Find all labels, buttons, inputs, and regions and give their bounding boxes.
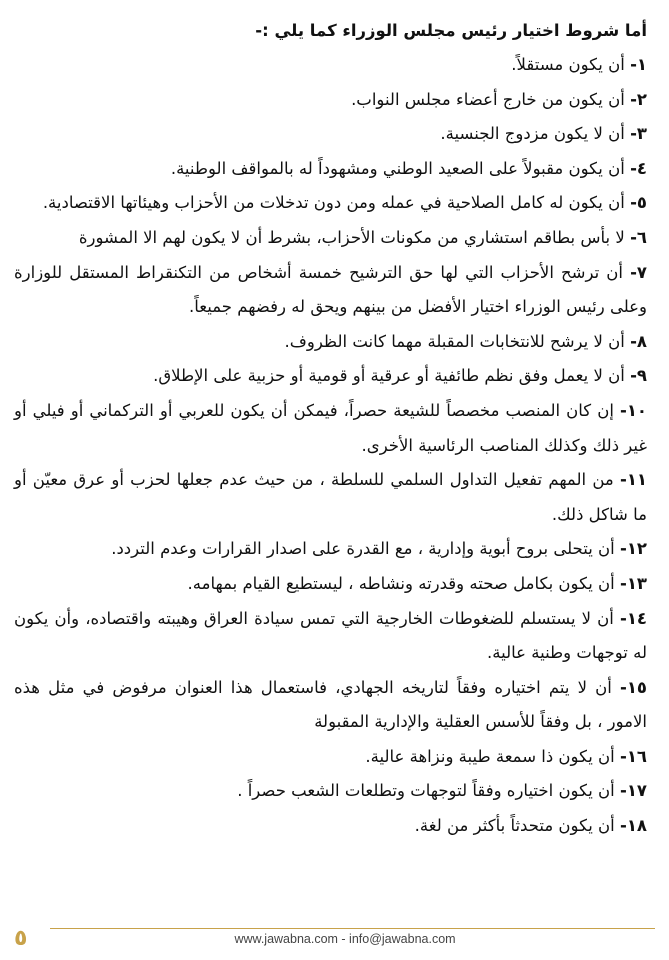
item-number: ١٨- xyxy=(619,816,647,836)
list-item xyxy=(14,117,647,152)
list-item xyxy=(14,83,647,118)
item-number: ٧- xyxy=(630,262,647,282)
item-text: أن يكون له كامل الصلاحية في عمله ومن دون تدخلات من الأحزاب وهيئاتها الاقتصادية. xyxy=(42,193,625,213)
item-number: ٩- xyxy=(630,366,647,386)
list-item xyxy=(14,602,647,671)
list-item xyxy=(14,221,647,256)
list-item xyxy=(14,740,647,775)
footer-contact: www.jawabna.com - info@jawabna.com xyxy=(234,932,456,946)
list-item xyxy=(14,48,647,83)
item-number: ١٢- xyxy=(619,539,647,559)
item-text: أن لا يستسلم للضغوطات الخارجية التي تمس سيادة العراق وهيبته واقتصاده، وأن يكون له توجهات وطنية عالية. xyxy=(14,608,647,663)
item-text: أن لا يتم اختياره وفقاً لتاريخه الجهادي، فاستعمال هذا العنوان مرفوض في مثل هذه الامور ، بل وفقاً للأسس العقلية والإدارية المقبولة xyxy=(14,677,647,732)
section-heading: أما شروط اختيار رئيس مجلس الوزراء كما يلي :- xyxy=(255,21,647,40)
item-number: ١٥- xyxy=(619,677,647,697)
item-text: أن يكون اختياره وفقاً لتوجهات وتطلعات الشعب حصراً . xyxy=(237,781,615,801)
item-number: ٢- xyxy=(630,89,647,109)
item-text: أن يكون ذا سمعة طيبة ونزاهة عالية. xyxy=(365,746,615,766)
list-item xyxy=(14,359,647,394)
conditions-list xyxy=(14,48,647,844)
item-text: أن يكون بكامل صحته وقدرته ونشاطه ، ليستطيع القيام بمهامه. xyxy=(187,573,615,593)
item-number: ٤- xyxy=(630,158,647,178)
item-text: أن لا يكون مزدوج الجنسية. xyxy=(440,124,625,144)
list-item xyxy=(14,186,647,221)
list-item xyxy=(14,325,647,360)
list-item xyxy=(14,567,647,602)
item-number: ١٠- xyxy=(619,400,647,420)
item-number: ١٦- xyxy=(619,746,647,766)
page-number: ٥ xyxy=(14,926,28,951)
footer-divider xyxy=(50,928,655,929)
item-number: ١٧- xyxy=(619,781,647,801)
item-text: إن كان المنصب مخصصاً للشيعة حصراً، فيمكن أن يكون للعربي أو التركماني أو فيلي أو غير ذلك وكذلك المناصب الرئاسية الأخرى. xyxy=(14,400,647,455)
list-item xyxy=(14,532,647,567)
item-number: ١١- xyxy=(619,470,647,490)
item-text: أن يكون مقبولاً على الصعيد الوطني ومشهوداً له بالمواقف الوطنية. xyxy=(170,158,625,178)
list-item xyxy=(14,809,647,844)
item-number: ٨- xyxy=(630,331,647,351)
item-text: أن لا يعمل وفق نظم طائفية أو عرقية أو قومية أو حزبية على الإطلاق. xyxy=(153,366,625,386)
list-item xyxy=(14,256,647,325)
item-text: أن لا يرشح للانتخابات المقبلة مهما كانت الظروف. xyxy=(284,331,625,351)
list-item xyxy=(14,463,647,532)
item-number: ١- xyxy=(630,55,647,74)
item-text: أن يكون متحدثاً بأكثر من لغة. xyxy=(414,816,615,836)
document-body xyxy=(14,14,647,844)
list-item xyxy=(14,774,647,809)
item-number: ٥- xyxy=(630,193,647,213)
item-text: أن يتحلى بروح أبوية وإدارية ، مع القدرة على اصدار القرارات وعدم التردد. xyxy=(111,539,615,559)
item-text: من المهم تفعيل التداول السلمي للسلطة ، من حيث عدم جعلها لحزب أو عرق معيّن أو ما شاكل ذلك. xyxy=(14,470,647,524)
list-item xyxy=(14,394,647,463)
item-number: ٣- xyxy=(630,124,647,144)
item-number: ١٣- xyxy=(619,573,647,593)
item-number: ٦- xyxy=(630,227,647,247)
item-text: أن ترشح الأحزاب التي لها حق الترشيح خمسة أشخاص من التكنقراط المستقل للوزارة وعلى رئيس الوزراء اختيار الأفضل من بينهم ويحق له رفضهم جميعاً. xyxy=(14,262,647,317)
list-item xyxy=(14,671,647,740)
item-text: لا بأس بطاقم استشاري من مكونات الأحزاب، بشرط أن لا يكون لهم الا المشورة xyxy=(78,227,625,247)
item-number: ١٤- xyxy=(619,608,647,628)
item-text: أن يكون مستقلاً. xyxy=(511,55,625,74)
item-text: أن يكون من خارج أعضاء مجلس النواب. xyxy=(351,89,625,109)
list-item xyxy=(14,152,647,187)
